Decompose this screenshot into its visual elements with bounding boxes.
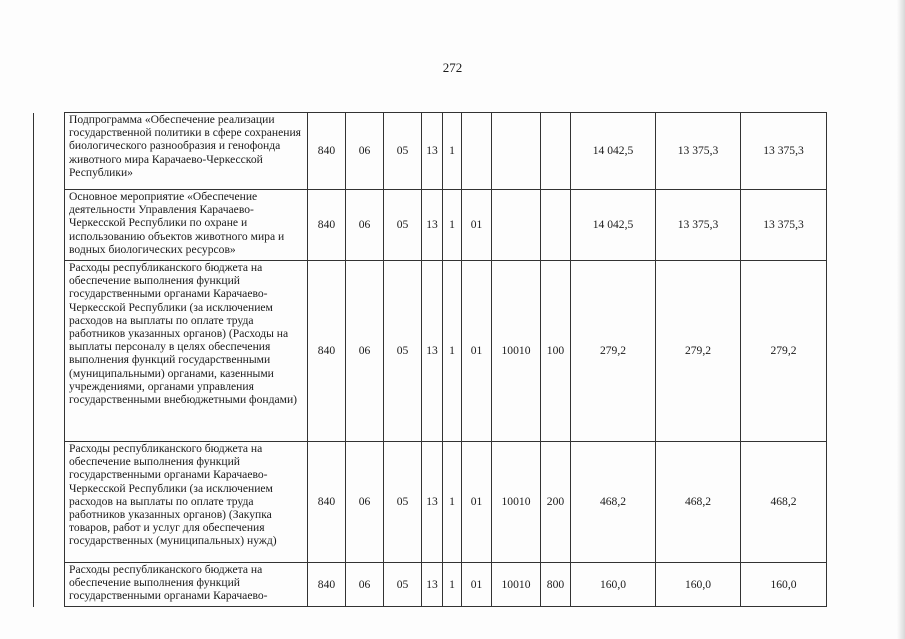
amount-year-1-cell: 14 042,5 xyxy=(571,190,656,261)
ministry-code-cell: 840 xyxy=(308,442,346,563)
direction-code-cell: 10010 xyxy=(492,261,541,442)
subprogram-code-cell: 1 xyxy=(443,190,462,261)
table-row xyxy=(34,442,827,563)
ministry-code-cell: 840 xyxy=(308,113,346,190)
subsection-code-cell: 05 xyxy=(384,442,422,563)
section-code-cell: 06 xyxy=(346,442,384,563)
row-indent-cell xyxy=(34,261,65,442)
amount-year-3-cell: 13 375,3 xyxy=(741,113,827,190)
expense-name-cell: Расходы республиканского бюджета на обеспечение выполнения функций государственными органами Карачаево-Черкесской Республики (за исключением расходов на выплаты по оплате труда работников указанных органов) (Расходы на выплаты персоналу в целях обеспечения выполнения функций государственными (муниципальными) органами, казенными учреждениями, органами управления государственными внебюджетными фондами) xyxy=(65,261,308,442)
expense-type-code-cell: 800 xyxy=(541,563,571,607)
expense-type-code-cell: 200 xyxy=(541,442,571,563)
row-indent-cell xyxy=(34,563,65,607)
event-code-cell: 01 xyxy=(462,190,492,261)
event-code-cell xyxy=(462,113,492,190)
ministry-code-cell: 840 xyxy=(308,563,346,607)
direction-code-cell: 10010 xyxy=(492,442,541,563)
table-row xyxy=(34,190,827,261)
expense-type-code-cell xyxy=(541,190,571,261)
subprogram-code-cell: 1 xyxy=(443,442,462,563)
expense-type-code-cell xyxy=(541,113,571,190)
subprogram-code-cell: 1 xyxy=(443,261,462,442)
subprogram-code-cell: 1 xyxy=(443,563,462,607)
event-code-cell: 01 xyxy=(462,442,492,563)
section-code-cell: 06 xyxy=(346,190,384,261)
amount-year-3-cell: 468,2 xyxy=(741,442,827,563)
program-code-cell: 13 xyxy=(422,442,443,563)
expense-type-code-cell: 100 xyxy=(541,261,571,442)
program-code-cell: 13 xyxy=(422,190,443,261)
subsection-code-cell: 05 xyxy=(384,261,422,442)
expense-name-cell: Расходы республиканского бюджета на обеспечение выполнения функций государственными органами Карачаево-Черкесской Республики (за исключением расходов на выплаты по оплате труда работников указанных органов) (Закупка товаров, работ и услуг для обеспечения государственных (муниципальных) нужд) xyxy=(65,442,308,563)
scan-edge-shadow xyxy=(897,0,905,639)
page-number: 272 xyxy=(442,60,463,75)
expense-name-cell: Подпрограмма «Обеспечение реализации государственной политики в сфере сохранения биологического разнообразия и генофонда животного мира Карачаево-Черкесской Республики» xyxy=(65,113,308,190)
event-code-cell: 01 xyxy=(462,563,492,607)
amount-year-3-cell: 279,2 xyxy=(741,261,827,442)
direction-code-cell xyxy=(492,113,541,190)
amount-year-2-cell: 160,0 xyxy=(656,563,741,607)
row-indent-cell xyxy=(34,190,65,261)
row-indent-cell xyxy=(34,113,65,190)
amount-year-1-cell: 160,0 xyxy=(571,563,656,607)
subprogram-code-cell: 1 xyxy=(443,113,462,190)
program-code-cell: 13 xyxy=(422,261,443,442)
expense-name-cell: Расходы республиканского бюджета на обеспечение выполнения функций государственными органами Карачаево- xyxy=(65,563,308,607)
amount-year-2-cell: 468,2 xyxy=(656,442,741,563)
section-code-cell: 06 xyxy=(346,261,384,442)
ministry-code-cell: 840 xyxy=(308,190,346,261)
subsection-code-cell: 05 xyxy=(384,563,422,607)
table-row xyxy=(34,261,827,442)
subsection-code-cell: 05 xyxy=(384,190,422,261)
direction-code-cell xyxy=(492,190,541,261)
amount-year-2-cell: 13 375,3 xyxy=(656,190,741,261)
budget-table xyxy=(33,112,827,607)
subsection-code-cell: 05 xyxy=(384,113,422,190)
event-code-cell: 01 xyxy=(462,261,492,442)
table-row xyxy=(34,563,827,607)
direction-code-cell: 10010 xyxy=(492,563,541,607)
program-code-cell: 13 xyxy=(422,563,443,607)
row-indent-cell xyxy=(34,442,65,563)
program-code-cell: 13 xyxy=(422,113,443,190)
amount-year-3-cell: 160,0 xyxy=(741,563,827,607)
expense-name-cell: Основное мероприятие «Обеспечение деятельности Управления Карачаево-Черкесской Республики по охране и использованию объектов животного мира и водных биологических ресурсов» xyxy=(65,190,308,261)
section-code-cell: 06 xyxy=(346,113,384,190)
amount-year-1-cell: 468,2 xyxy=(571,442,656,563)
amount-year-2-cell: 13 375,3 xyxy=(656,113,741,190)
table-row xyxy=(34,113,827,190)
amount-year-1-cell: 14 042,5 xyxy=(571,113,656,190)
amount-year-2-cell: 279,2 xyxy=(656,261,741,442)
amount-year-3-cell: 13 375,3 xyxy=(741,190,827,261)
amount-year-1-cell: 279,2 xyxy=(571,261,656,442)
section-code-cell: 06 xyxy=(346,563,384,607)
ministry-code-cell: 840 xyxy=(308,261,346,442)
